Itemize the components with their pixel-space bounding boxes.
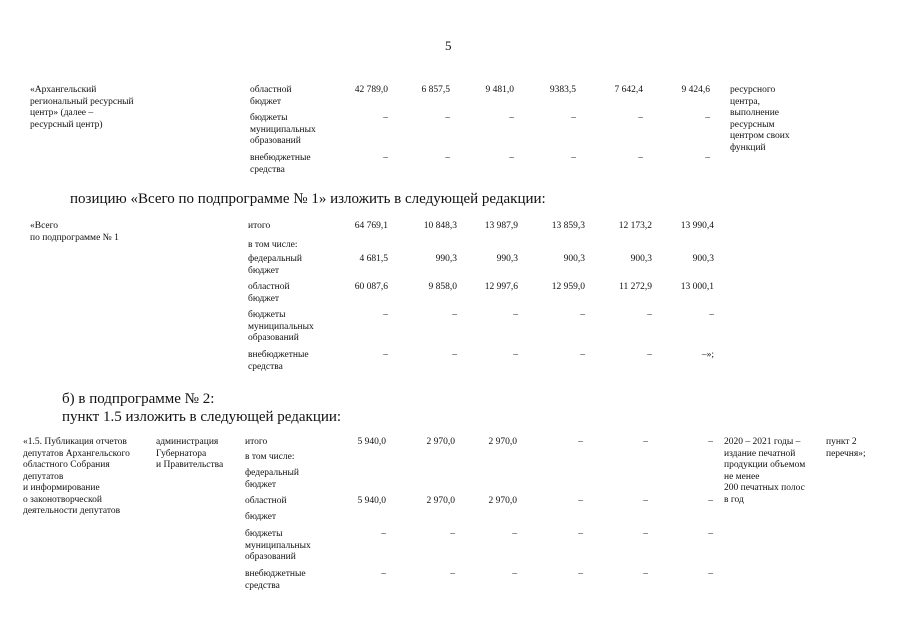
- funding-source-label: областной бюджет: [250, 85, 292, 107]
- funding-value-cell: –: [709, 310, 714, 320]
- program-link: пункт 2 перечня»;: [826, 437, 866, 459]
- expected-result-1-5: 2020 – 2021 годы – издание печатной продукции объемом не менее 200 печатных полос в год: [724, 437, 806, 505]
- funding-source-label: федеральный бюджет: [248, 254, 302, 276]
- funding-value-cell: 4 681,5: [359, 254, 388, 264]
- funding-value-cell: 13 000,1: [680, 282, 714, 292]
- funding-value-cell: 2 970,0: [426, 496, 455, 506]
- funding-value-cell: –: [445, 153, 450, 163]
- funding-value-cell: –: [452, 310, 457, 320]
- funding-value-cell: –: [450, 569, 455, 579]
- funding-value-cell: –: [708, 496, 713, 506]
- heading-subprogram-2: б) в подпрограмме № 2:: [62, 391, 215, 407]
- funding-value-cell: –: [513, 310, 518, 320]
- funding-value-cell: 2 970,0: [488, 496, 517, 506]
- funding-value-cell: –: [383, 153, 388, 163]
- funding-value-cell: –: [383, 310, 388, 320]
- executor: администрация Губернатора и Правительства: [156, 437, 224, 470]
- heading-total-subprogram-1: позицию «Всего по подпрограмме № 1» изложить в следующей редакции:: [70, 191, 546, 207]
- funding-value-cell: 12 959,0: [551, 282, 585, 292]
- funding-value-cell: 5 940,0: [357, 437, 386, 447]
- funding-value-cell: –: [708, 529, 713, 539]
- funding-value-cell: –»;: [701, 350, 714, 360]
- funding-value-cell: 990,3: [496, 254, 518, 264]
- total-subprogram-1-name: «Всего по подпрограмме № 1: [30, 221, 119, 243]
- funding-value-cell: 12 997,6: [484, 282, 518, 292]
- funding-value-cell: –: [452, 350, 457, 360]
- funding-value-cell: 900,3: [692, 254, 714, 264]
- funding-value-cell: 990,3: [435, 254, 457, 264]
- funding-source-label: итого: [248, 221, 271, 231]
- funding-value-cell: –: [647, 350, 652, 360]
- measure-name-1-5: «1.5. Публикация отчетов депутатов Архангельского областного Собрания депутатов и информирование о законотворческой деятельности депутатов: [23, 437, 130, 516]
- funding-value-cell: 9 424,6: [681, 85, 710, 95]
- funding-value-cell: –: [571, 113, 576, 123]
- funding-source-label: в том числе:: [245, 452, 295, 462]
- funding-value-cell: –: [383, 350, 388, 360]
- funding-value-cell: 2 970,0: [488, 437, 517, 447]
- funding-value-cell: 13 859,3: [551, 221, 585, 231]
- funding-value-cell: –: [578, 437, 583, 447]
- heading-item-1-5: пункт 1.5 изложить в следующей редакции:: [62, 409, 342, 425]
- funding-value-cell: 12 173,2: [618, 221, 652, 231]
- funding-value-cell: 7 642,4: [614, 85, 643, 95]
- funding-value-cell: –: [580, 310, 585, 320]
- funding-value-cell: –: [509, 113, 514, 123]
- funding-value-cell: –: [643, 496, 648, 506]
- funding-value-cell: –: [513, 350, 518, 360]
- funding-value-cell: –: [578, 496, 583, 506]
- funding-value-cell: 9383,5: [549, 85, 576, 95]
- funding-value-cell: –: [705, 153, 710, 163]
- funding-value-cell: 13 987,9: [484, 221, 518, 231]
- funding-value-cell: 9 858,0: [428, 282, 457, 292]
- funding-source-label: федеральный бюджет: [245, 468, 299, 490]
- funding-value-cell: –: [647, 310, 652, 320]
- funding-value-cell: 11 272,9: [619, 282, 652, 292]
- funding-source-label: бюджет: [245, 512, 277, 522]
- funding-value-cell: –: [509, 153, 514, 163]
- funding-value-cell: 64 769,1: [354, 221, 388, 231]
- funding-value-cell: –: [580, 350, 585, 360]
- funding-value-cell: –: [708, 569, 713, 579]
- funding-value-cell: 6 857,5: [421, 85, 450, 95]
- funding-value-cell: 5 940,0: [357, 496, 386, 506]
- funding-value-cell: –: [638, 113, 643, 123]
- funding-source-label: бюджеты муниципальных образований: [248, 310, 314, 343]
- funding-source-label: областной: [245, 496, 287, 506]
- funding-value-cell: 10 848,3: [423, 221, 457, 231]
- funding-value-cell: –: [445, 113, 450, 123]
- funding-source-label: в том числе:: [248, 240, 298, 250]
- funding-value-cell: 42 789,0: [354, 85, 388, 95]
- funding-value-cell: –: [571, 153, 576, 163]
- funding-value-cell: –: [705, 113, 710, 123]
- funding-source-label: итого: [245, 437, 268, 447]
- funding-value-cell: –: [578, 529, 583, 539]
- funding-source-label: внебюджетные средства: [250, 153, 311, 175]
- funding-value-cell: 900,3: [563, 254, 585, 264]
- funding-value-cell: 13 990,4: [680, 221, 714, 231]
- funding-value-cell: 60 087,6: [354, 282, 388, 292]
- funding-value-cell: –: [643, 437, 648, 447]
- funding-value-cell: –: [643, 569, 648, 579]
- funding-value-cell: –: [450, 529, 455, 539]
- funding-source-label: бюджеты муниципальных образований: [245, 529, 311, 562]
- funding-value-cell: 900,3: [630, 254, 652, 264]
- funding-value-cell: –: [381, 529, 386, 539]
- funding-value-cell: –: [383, 113, 388, 123]
- funding-value-cell: 9 481,0: [485, 85, 514, 95]
- funding-value-cell: –: [512, 569, 517, 579]
- funding-value-cell: –: [708, 437, 713, 447]
- funding-source-label: областной бюджет: [248, 282, 290, 304]
- funding-value-cell: –: [643, 529, 648, 539]
- funding-value-cell: 2 970,0: [426, 437, 455, 447]
- funding-value-cell: –: [512, 529, 517, 539]
- page-number: 5: [445, 38, 452, 53]
- funding-source-label: внебюджетные средства: [248, 350, 309, 372]
- funding-value-cell: –: [381, 569, 386, 579]
- funding-source-label: внебюджетные средства: [245, 569, 306, 591]
- measure-name-resource-center: «Архангельский региональный ресурсный центр» (далее – ресурсный центр): [30, 85, 134, 130]
- funding-value-cell: –: [638, 153, 643, 163]
- funding-value-cell: –: [578, 569, 583, 579]
- funding-source-label: бюджеты муниципальных образований: [250, 113, 316, 146]
- expected-result: ресурсного центра, выполнение ресурсным центром своих функций: [730, 85, 790, 153]
